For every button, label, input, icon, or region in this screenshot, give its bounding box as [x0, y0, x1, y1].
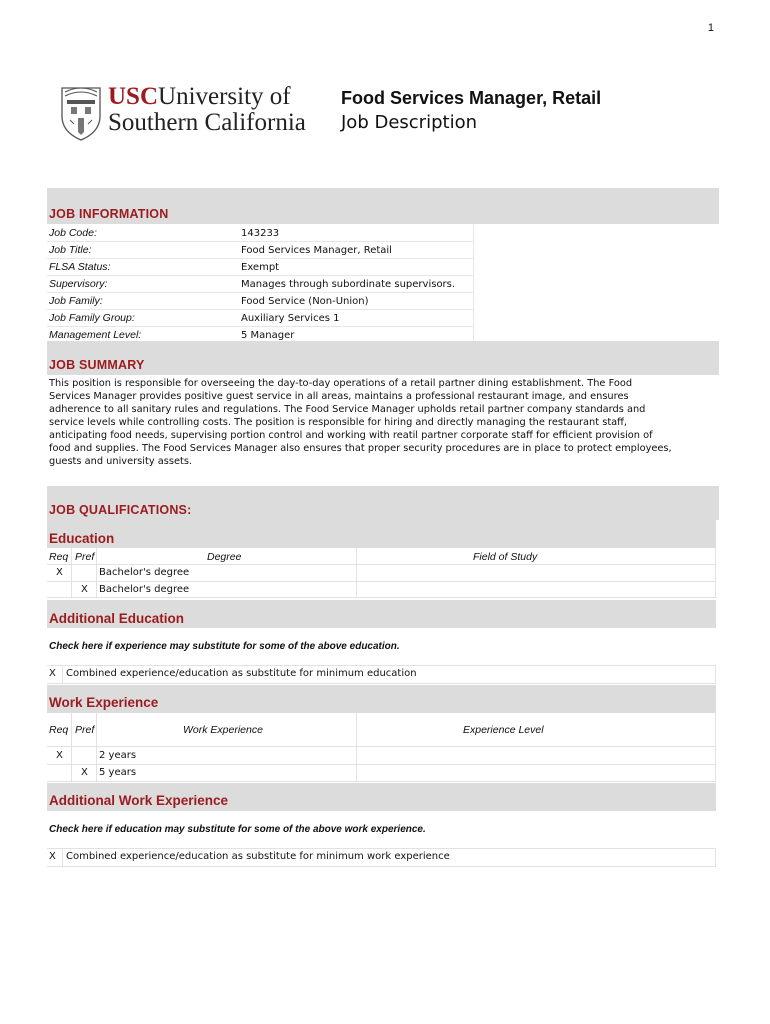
summary-line: This position is responsible for overseeing the day-to-day operations of a retail partner dining establishment. The Food — [49, 378, 633, 389]
field-value: Auxiliary Services 1 — [239, 310, 474, 327]
divider — [62, 665, 63, 683]
field-label: FLSA Status: — [47, 259, 239, 276]
field-value: 143233 — [239, 225, 474, 242]
work-experience-heading: Work Experience — [49, 695, 159, 710]
table-row — [47, 310, 474, 327]
col-experience-level: Experience Level — [463, 724, 544, 736]
field-label: Management Level: — [47, 327, 239, 344]
field-value: Exempt — [239, 259, 474, 276]
job-summary-band — [47, 341, 719, 375]
field-label: Supervisory: — [47, 276, 239, 293]
table-row — [47, 242, 474, 259]
divider — [47, 581, 716, 582]
divider — [715, 713, 716, 781]
job-description-subtitle: Job Description — [341, 112, 477, 133]
field-value: Food Services Manager, Retail — [239, 242, 474, 259]
edu-pref-mark: X — [81, 584, 88, 595]
field-label: Job Code: — [47, 225, 239, 242]
divider — [71, 713, 72, 781]
divider — [47, 683, 716, 684]
divider — [62, 848, 63, 866]
divider — [715, 665, 716, 683]
additional-education-instructions: Check here if experience may substitute for some of the above education. — [49, 641, 400, 652]
divider — [47, 866, 716, 867]
checkbox-mark[interactable]: X — [49, 668, 56, 679]
col-req: Req — [49, 724, 69, 736]
field-label: Job Family: — [47, 293, 239, 310]
divider — [47, 564, 716, 565]
field-value: 5 Manager — [239, 327, 474, 344]
divider — [715, 548, 716, 598]
divider — [71, 548, 72, 598]
summary-line: anticipating food needs, supervising portion control and working with reatil partner corporate staff for efficient provision of — [49, 430, 653, 441]
field-value: Food Service (Non-Union) — [239, 293, 474, 310]
substitution-option: Combined experience/education as substitute for minimum education — [66, 668, 417, 679]
additional-work-experience-heading: Additional Work Experience — [49, 793, 229, 808]
summary-line: food and supplies. The Food Services Manager also ensures that proper security procedures are in place to protect employees, — [49, 443, 672, 454]
table-row — [47, 293, 474, 310]
col-req: Req — [49, 551, 69, 563]
job-summary-heading: JOB SUMMARY — [49, 358, 145, 372]
page-number: 1 — [707, 22, 714, 34]
job-qualifications-heading: JOB QUALIFICATIONS: — [49, 503, 192, 517]
table-row — [47, 225, 474, 242]
substitution-option: Combined experience/education as substitute for minimum work experience — [66, 851, 450, 862]
divider — [47, 597, 716, 598]
work-pref-mark: X — [81, 767, 88, 778]
work-years: 5 years — [99, 767, 137, 778]
checkbox-mark[interactable]: X — [49, 851, 56, 862]
divider — [715, 848, 716, 866]
summary-line: adherence to all sanitary rules and regulations. The Food Service Manager upholds retail partner company standards and — [49, 404, 646, 415]
education-band — [47, 520, 716, 548]
col-pref: Pref — [75, 724, 95, 736]
edu-req-mark: X — [56, 567, 63, 578]
col-field-of-study: Field of Study — [473, 551, 538, 563]
job-title-heading: Food Services Manager, Retail — [341, 88, 602, 108]
field-label: Job Title: — [47, 242, 239, 259]
job-information-table — [47, 225, 474, 344]
col-pref: Pref — [75, 551, 95, 563]
job-summary-text — [49, 377, 719, 468]
edu-degree: Bachelor's degree — [99, 584, 190, 595]
divider — [47, 781, 716, 782]
col-degree: Degree — [207, 551, 242, 563]
additional-work-experience-instructions: Check here if education may substitute for some of the above work experience. — [49, 824, 426, 835]
divider — [47, 665, 716, 666]
divider — [356, 548, 357, 598]
job-information-heading: JOB INFORMATION — [49, 207, 169, 221]
table-row — [47, 259, 474, 276]
field-label: Job Family Group: — [47, 310, 239, 327]
logo-usc: USC — [108, 83, 159, 110]
col-work-experience: Work Experience — [183, 724, 263, 736]
additional-education-heading: Additional Education — [49, 611, 184, 626]
summary-line: guests and university assets. — [49, 456, 193, 467]
usc-logo — [58, 82, 328, 142]
education-heading: Education — [49, 531, 115, 546]
divider — [96, 548, 97, 598]
field-value: Manages through subordinate supervisors. — [239, 276, 474, 293]
divider — [356, 713, 357, 781]
work-req-mark: X — [56, 750, 63, 761]
divider — [47, 764, 716, 765]
summary-line: service levels while controlling costs. The position is responsible for hiring and directly managing the restaurant staff, — [49, 417, 628, 428]
divider — [47, 848, 716, 849]
divider — [47, 746, 716, 747]
divider — [96, 713, 97, 781]
summary-line: Services Manager provides positive guest service in all areas, maintains a professional restaurant image, and ensures — [49, 391, 629, 402]
edu-degree: Bachelor's degree — [99, 567, 190, 578]
logo-line2: Southern California — [108, 109, 306, 136]
work-years: 2 years — [99, 750, 137, 761]
logo-line1: University of — [158, 83, 291, 110]
table-row — [47, 276, 474, 293]
